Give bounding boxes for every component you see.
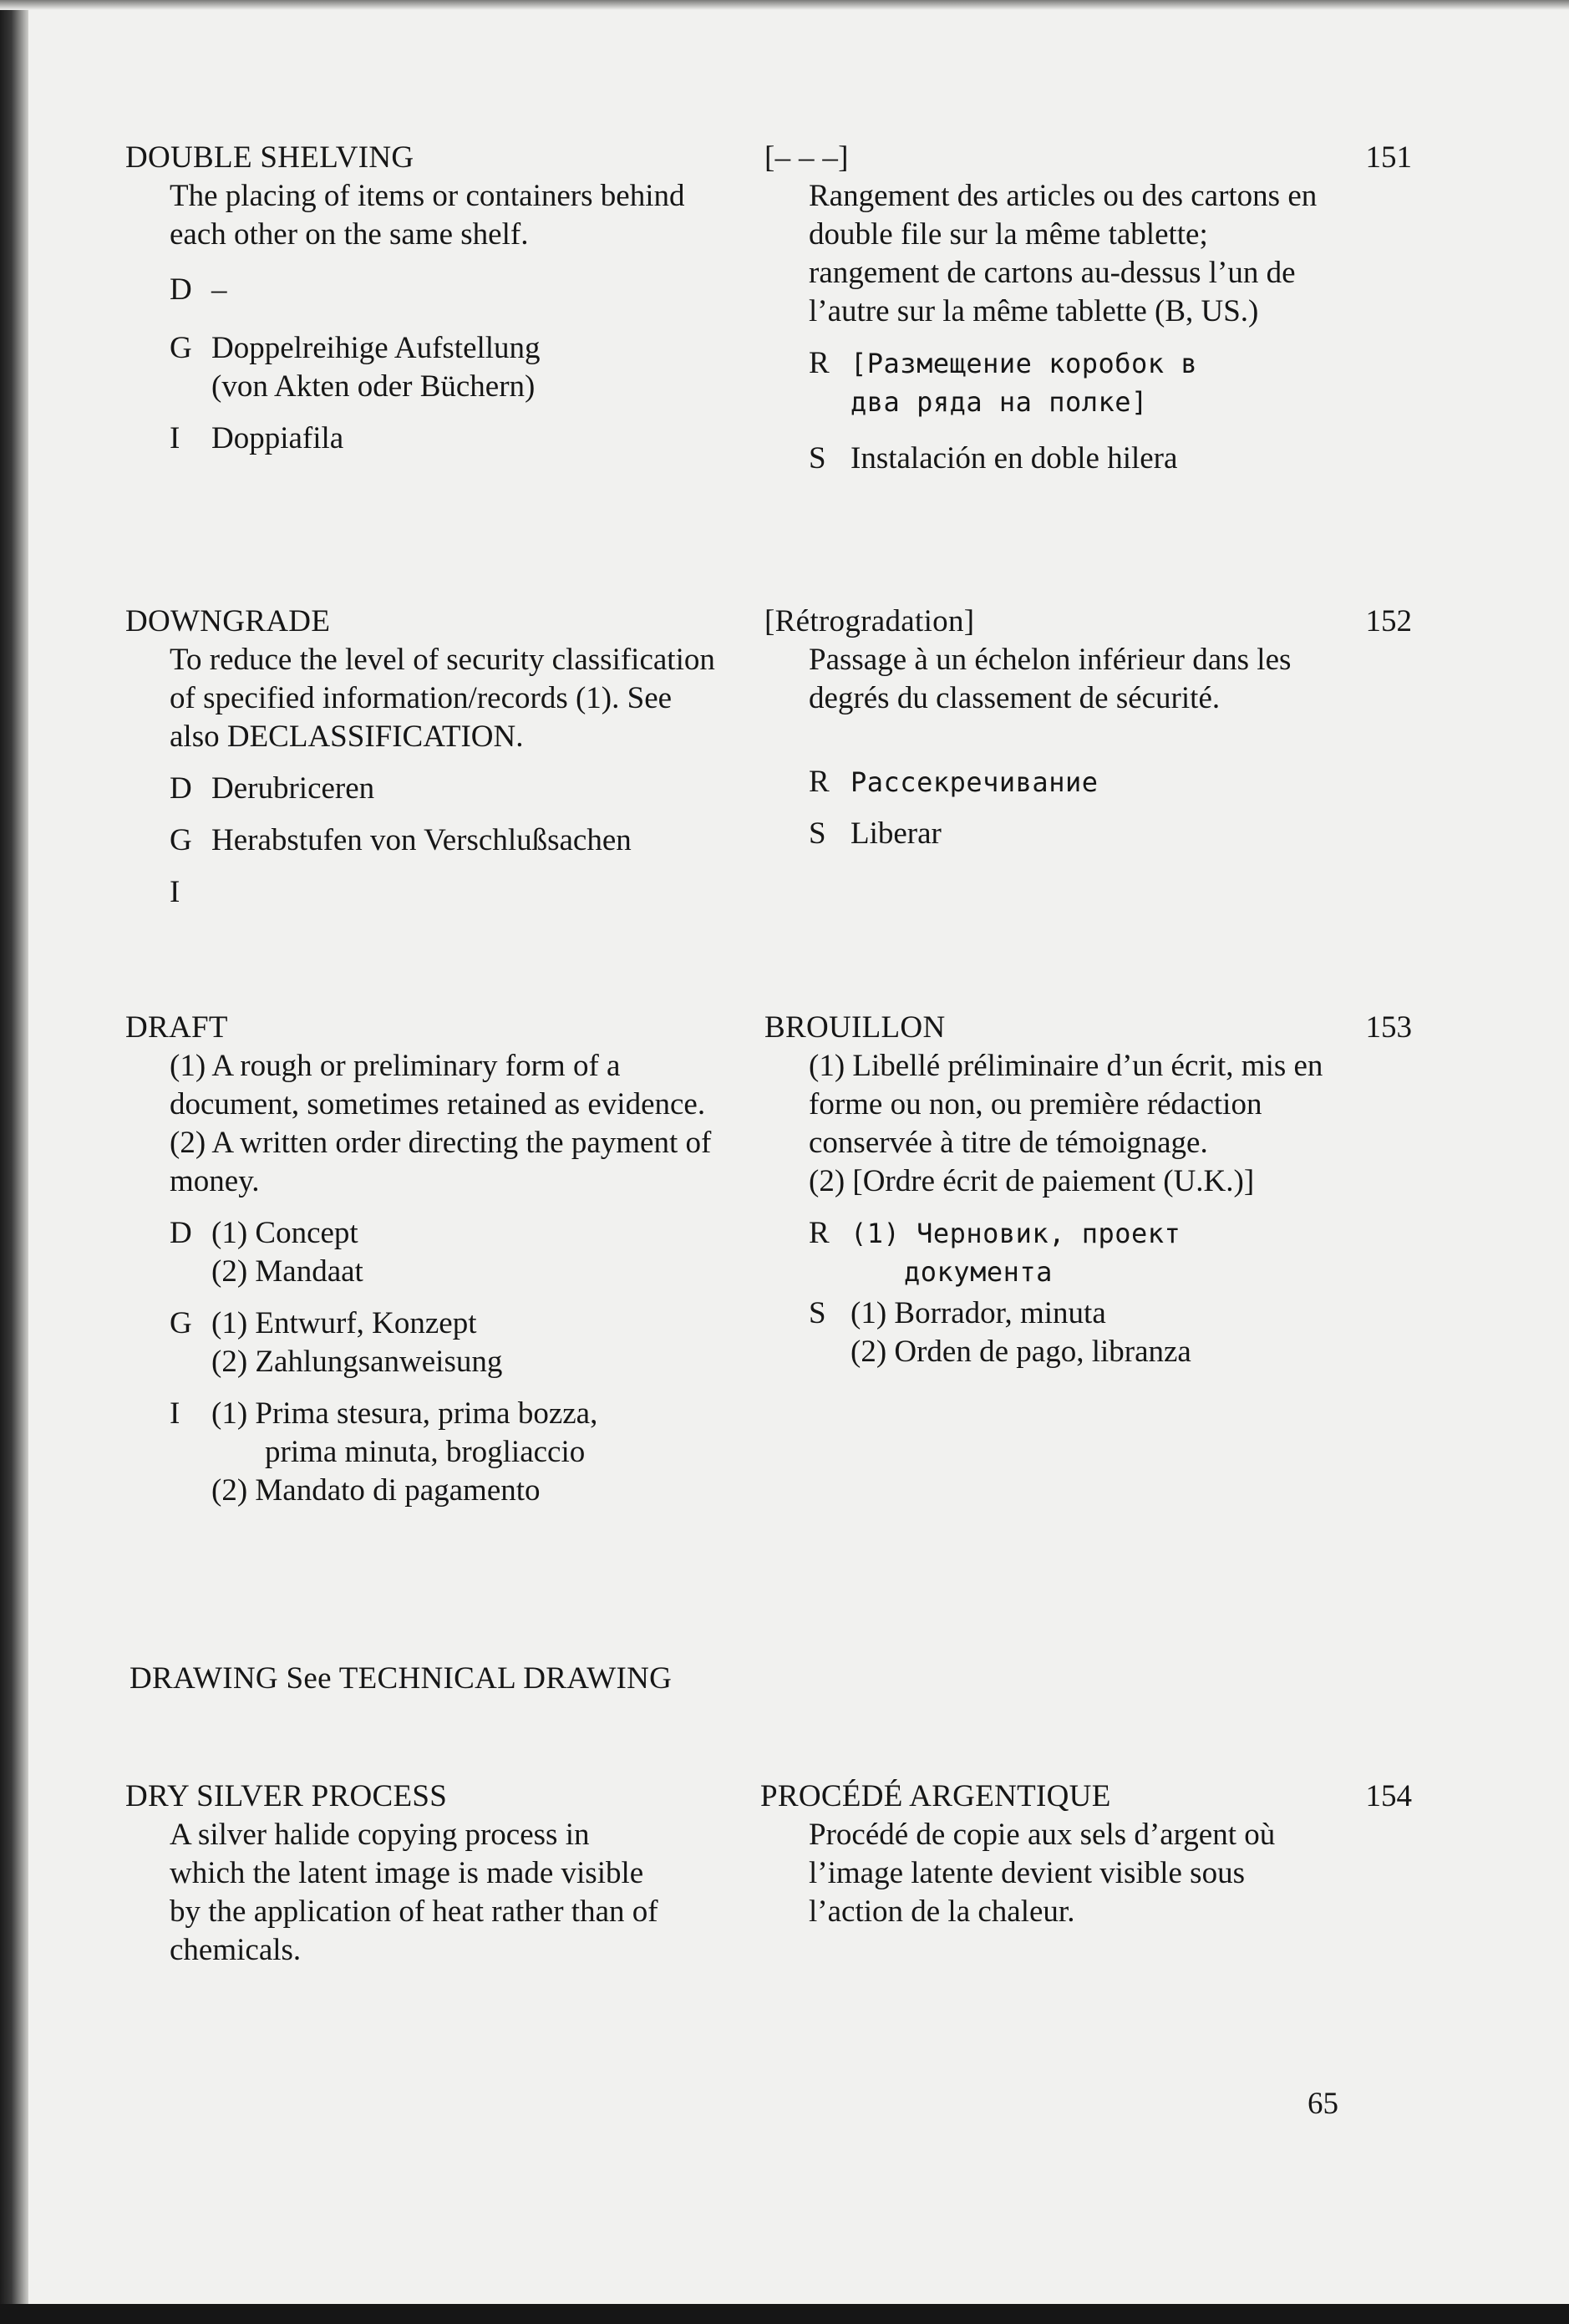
french-term: PROCÉDÉ ARGENTIQUE xyxy=(760,1779,1111,1813)
translation-s: S (1) Borrador, minuta (2) Orden de pago, libranza xyxy=(809,1296,1191,1369)
french-column xyxy=(764,139,1337,478)
french-definition-1: (1) Libellé préliminaire d’un écrit, mis en forme ou non, ou première rédaction conservée à titre de témoignage. xyxy=(809,1049,1323,1160)
scan-bottom-edge xyxy=(0,2304,1569,2324)
english-term: DOUBLE SHELVING xyxy=(125,140,414,175)
translation-s: S Instalación en doble hilera xyxy=(809,441,1178,475)
translation-r: R (1) Черновик, проект документа xyxy=(809,1216,1181,1288)
english-term: DRAFT xyxy=(125,1010,228,1045)
english-column xyxy=(125,1777,718,1970)
french-column xyxy=(764,1009,1337,1371)
french-term: BROUILLON xyxy=(764,1010,946,1045)
french-term: [– – –] xyxy=(764,140,849,175)
french-definition: Rangement des articles ou des cartons en double file sur la même tablette; rangement de cartons au-dessus l’un de l’autre sur la même tablette (B, US.) xyxy=(809,179,1318,328)
cross-reference-text: DRAWING See TECHNICAL DRAWING xyxy=(129,1661,673,1696)
cross-reference-drawing xyxy=(129,1660,1416,1698)
translation-d: D – xyxy=(170,272,227,307)
french-column xyxy=(760,1777,1333,1931)
english-definition: A silver halide copying process in which the latent image is made visible by the application of heat rather than of chemicals. xyxy=(170,1818,658,1967)
translation-i: I (1) Prima stesura, prima bozza, prima minuta, brogliaccio (2) Mandato di pagamento xyxy=(170,1396,598,1508)
translation-g: G Doppelreihige Aufstellung (von Akten oder Büchern) xyxy=(170,331,541,404)
entry-number: 154 xyxy=(1365,1779,1412,1813)
french-definition-2: (2) [Ordre écrit de paiement (U.K.)] xyxy=(809,1164,1255,1198)
translation-g: G (1) Entwurf, Konzept (2) Zahlungsanweisung xyxy=(170,1306,503,1379)
english-definition: The placing of items or containers behind each other on the same shelf. xyxy=(170,179,685,252)
translation-g: G Herabstufen von Verschlußsachen xyxy=(170,823,632,857)
english-definition: To reduce the level of security classification of specified information/records (1). See also DECLASSIFICATION. xyxy=(170,643,715,754)
translation-r: R Рассекречивание xyxy=(809,765,1099,799)
entry-number: 152 xyxy=(1365,604,1412,638)
page-number: 65 xyxy=(1308,2087,1338,2121)
book-gutter-shadow xyxy=(0,0,28,2324)
french-definition: Passage à un échelon inférieur dans les degrés du classement de sécurité. xyxy=(809,643,1292,715)
entry-number: 151 xyxy=(1365,140,1412,175)
translations-right xyxy=(809,1214,1337,1371)
french-term: [Rétrogradation] xyxy=(764,604,975,638)
english-definition-1: (1) A rough or preliminary form of a document, sometimes retained as evidence. xyxy=(170,1049,706,1121)
english-definition-2: (2) A written order directing the payment of money. xyxy=(170,1126,712,1198)
english-column xyxy=(125,139,718,458)
translation-d: D (1) Concept (2) Mandaat xyxy=(170,1216,363,1289)
translation-d: D Derubriceren xyxy=(170,771,375,806)
translations-left xyxy=(170,770,718,912)
english-column xyxy=(125,1009,718,1510)
french-definition: Procédé de copie aux sels d’argent où l’image latente devient visible sous l’action de la chaleur. xyxy=(809,1818,1276,1929)
english-term: DOWNGRADE xyxy=(125,604,331,638)
translation-i: I xyxy=(170,875,180,909)
translation-r: R [Размещение коробок в два ряда на полке] xyxy=(809,346,1198,418)
translation-s: S Liberar xyxy=(809,816,942,851)
translations-right xyxy=(809,763,1337,853)
french-column xyxy=(764,603,1337,853)
page-top-edge xyxy=(0,0,1569,10)
translations-left xyxy=(170,1214,718,1510)
english-column xyxy=(125,603,718,912)
english-term: DRY SILVER PROCESS xyxy=(125,1779,448,1813)
translations-left xyxy=(170,271,718,458)
translations-right xyxy=(809,344,1337,478)
translation-i: I Doppiafila xyxy=(170,421,344,455)
entry-number: 153 xyxy=(1365,1010,1412,1045)
